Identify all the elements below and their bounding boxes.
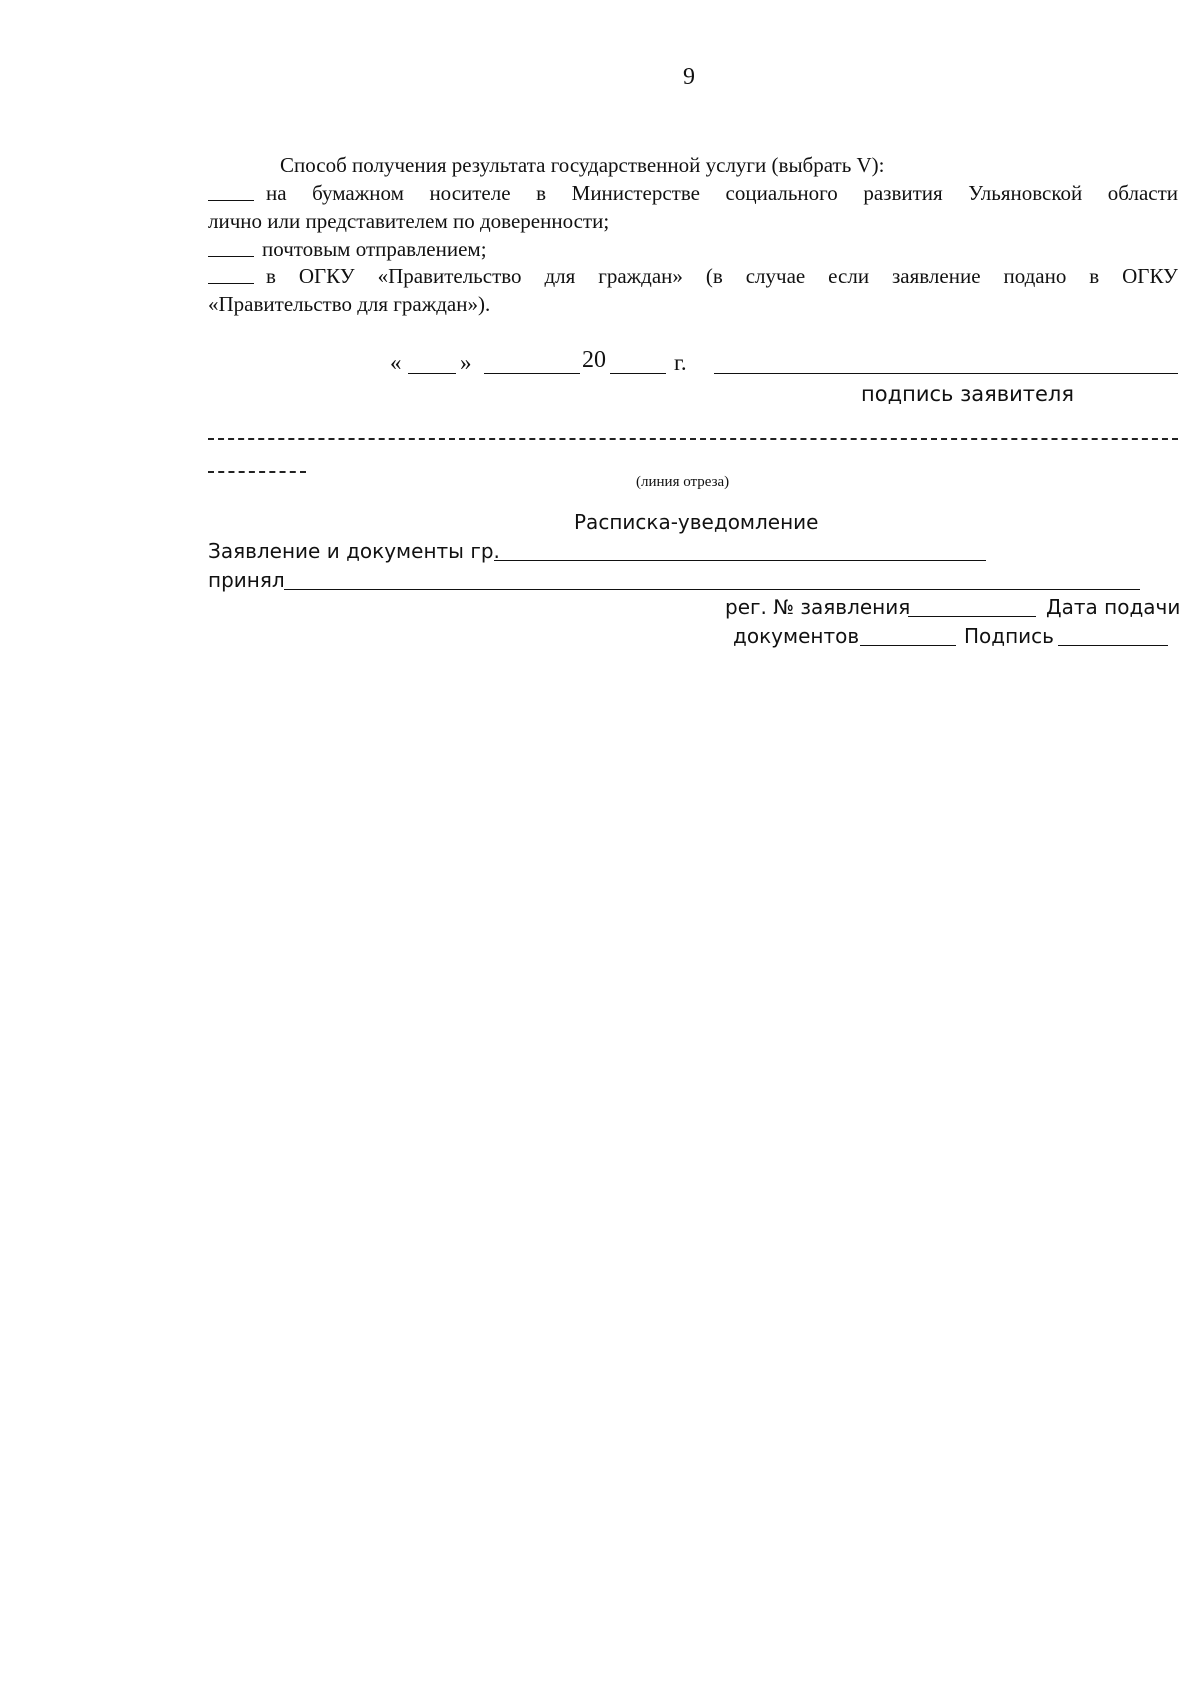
option1-checkbox-blank[interactable] xyxy=(208,200,254,201)
word: ОГКУ xyxy=(1122,264,1178,288)
word: ОГКУ xyxy=(298,264,355,288)
applicant-name-field[interactable] xyxy=(494,560,986,561)
word: развития xyxy=(863,181,943,205)
reg-no-field[interactable] xyxy=(908,616,1036,617)
word: Ульяновской xyxy=(968,181,1083,205)
word: для xyxy=(544,264,576,288)
word: в xyxy=(266,264,276,288)
option1-text xyxy=(266,180,1178,206)
date-open-quote: « xyxy=(390,350,402,375)
cut-line-tail xyxy=(208,471,306,473)
word: (в xyxy=(705,264,723,288)
month-field[interactable] xyxy=(484,373,580,374)
word: на xyxy=(266,181,287,205)
documents-label: документов xyxy=(733,624,860,648)
signature-caption: подпись заявителя xyxy=(861,382,1074,406)
option1-continuation: лично или представителем по доверенности; xyxy=(208,209,610,233)
word: социального xyxy=(725,181,838,205)
word: в xyxy=(536,181,547,205)
cut-line xyxy=(208,438,1178,440)
option2-text: почтовым отправлением; xyxy=(262,237,487,261)
reg-no-label: рег. № заявления xyxy=(725,595,911,619)
accepted-by-field[interactable] xyxy=(284,589,1140,590)
method-heading: Способ получения результата государственной услуги (выбрать V): xyxy=(280,153,885,177)
cut-line-caption: (линия отреза) xyxy=(636,474,730,490)
receipt-title: Расписка-уведомление xyxy=(574,510,819,534)
day-field[interactable] xyxy=(408,373,456,374)
receipt-signature-label: Подпись xyxy=(964,624,1054,648)
word: подано xyxy=(1003,264,1067,288)
word: если xyxy=(828,264,870,288)
word: Министерстве xyxy=(571,181,700,205)
word: области xyxy=(1107,181,1178,205)
word: случае xyxy=(745,264,806,288)
page-number: 9 xyxy=(683,64,695,90)
receipt-signature-field[interactable] xyxy=(1058,645,1168,646)
signature-field[interactable] xyxy=(714,373,1178,374)
year-century: 20 xyxy=(582,347,606,373)
word: носителе xyxy=(429,181,511,205)
word: граждан» xyxy=(598,264,683,288)
option3-checkbox-blank[interactable] xyxy=(208,283,254,284)
submit-date-label: Дата подачи xyxy=(1046,595,1181,619)
year-suffix: г. xyxy=(674,350,687,375)
word: «Правительство xyxy=(377,264,522,288)
word: заявление xyxy=(892,264,981,288)
word: бумажном xyxy=(312,181,404,205)
word: в xyxy=(1089,264,1100,288)
date-close-quote: » xyxy=(460,350,472,375)
accepted-label: принял xyxy=(208,568,285,592)
option3-continuation: «Правительство для граждан»). xyxy=(208,292,491,316)
option3-text xyxy=(266,263,1178,289)
docs-label: Заявление и документы гр. xyxy=(208,539,500,563)
submit-date-field[interactable] xyxy=(860,645,956,646)
year-field[interactable] xyxy=(610,373,666,374)
option2-checkbox-blank[interactable] xyxy=(208,256,254,257)
